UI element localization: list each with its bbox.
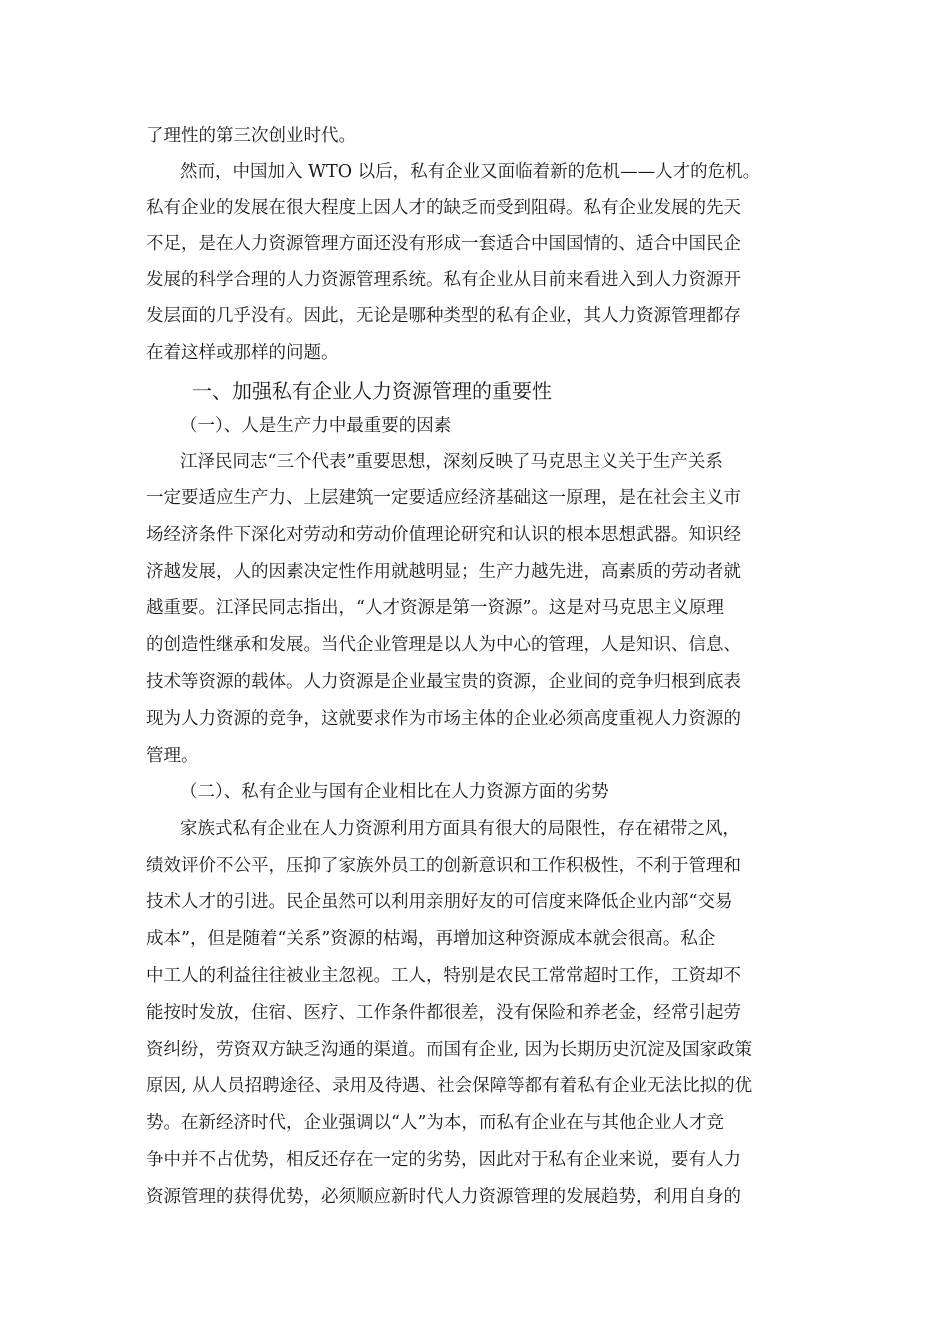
subsection-heading: （一）、人是生产力中最重要的因素 [180, 416, 452, 436]
text-line: 在着这样或那样的问题。 [146, 343, 339, 363]
text-line: 原因, 从人员招聘途径、录用及待遇、社会保障等都有着私有企业无法比拟的优 [146, 1076, 753, 1096]
text-line: 技术等资源的载体。人力资源是企业最宝贵的资源，企业间的竞争归根到底表 [146, 672, 741, 692]
text-line: 管理。 [146, 746, 199, 766]
text-line: 资纠纷，劳资双方缺乏沟通的渠道。而国有企业, 因为长期历史沉淀及国家政策 [146, 1040, 753, 1060]
text-line: 发展的科学合理的人力资源管理系统。私有企业从目前来看进入到人力资源开 [146, 270, 741, 290]
text-line: 了理性的第三次创业时代。 [146, 126, 356, 146]
text-line: 绩效评价不公平，压抑了家族外员工的创新意识和工作积极性，不利于管理和 [146, 856, 741, 876]
text-line: 中工人的利益往往被业主忽视。工人，特别是农民工常常超时工作，工资却不 [146, 966, 741, 986]
text-line: 的创造性继承和发展。当代企业管理是以人为中心的管理，人是知识、信息、 [146, 635, 741, 655]
text-line: 争中并不占优势，相反还存在一定的劣势，因此对于私有企业来说，要有人力 [146, 1150, 741, 1170]
text-line: 济越发展，人的因素决定性作用就越明显；生产力越先进，高素质的劳动者就 [146, 562, 741, 582]
text-line: 越重要。江泽民同志指出，“人才资源是第一资源”。这是对马克思主义原理 [146, 598, 724, 618]
text-line: 势。在新经济时代，企业强调以“人”为本，而私有企业在与其他企业人才竞 [146, 1113, 724, 1133]
text-line: 能按时发放，住宿、医疗、工作条件都很差，没有保险和养老金，经常引起劳 [146, 1003, 741, 1023]
section-heading: 一、加强私有企业人力资源管理的重要性 [192, 379, 552, 403]
text-line: 一定要适应生产力、上层建筑一定要适应经济基础这一原理，是在社会主义市 [146, 488, 741, 508]
text-line: 发层面的几乎没有。因此，无论是哪种类型的私有企业，其人力资源管理都存 [146, 306, 741, 326]
text-line: 不足，是在人力资源管理方面还没有形成一套适合中国国情的、适合中国民企 [146, 234, 741, 254]
paragraph-start: 江泽民同志“三个代表”重要思想，深刻反映了马克思主义关于生产关系 [180, 452, 723, 472]
paragraph-start: 家族式私有企业在人力资源利用方面具有很大的局限性，存在裙带之风， [180, 819, 740, 839]
text-line: 私有企业的发展在很大程度上因人才的缺乏而受到阻碍。私有企业发展的先天 [146, 198, 741, 218]
paragraph-start: 然而，中国加入 WTO 以后，私有企业又面临着新的危机——人才的危机。 [180, 162, 761, 182]
text-line: 场经济条件下深化对劳动和劳动价值理论研究和认识的根本思想武器。知识经 [146, 525, 741, 545]
subsection-heading: （二）、私有企业与国有企业相比在人力资源方面的劣势 [180, 782, 609, 802]
text-line: 成本”，但是随着“关系”资源的枯竭，再增加这种资源成本就会很高。私企 [146, 929, 716, 949]
text-line: 现为人力资源的竞争，这就要求作为市场主体的企业必须高度重视人力资源的 [146, 709, 741, 729]
text-line: 技术人才的引进。民企虽然可以利用亲朋好友的可信度来降低企业内部“交易 [146, 892, 733, 912]
text-line: 资源管理的获得优势，必须顺应新时代人力资源管理的发展趋势，利用自身的 [146, 1187, 741, 1207]
